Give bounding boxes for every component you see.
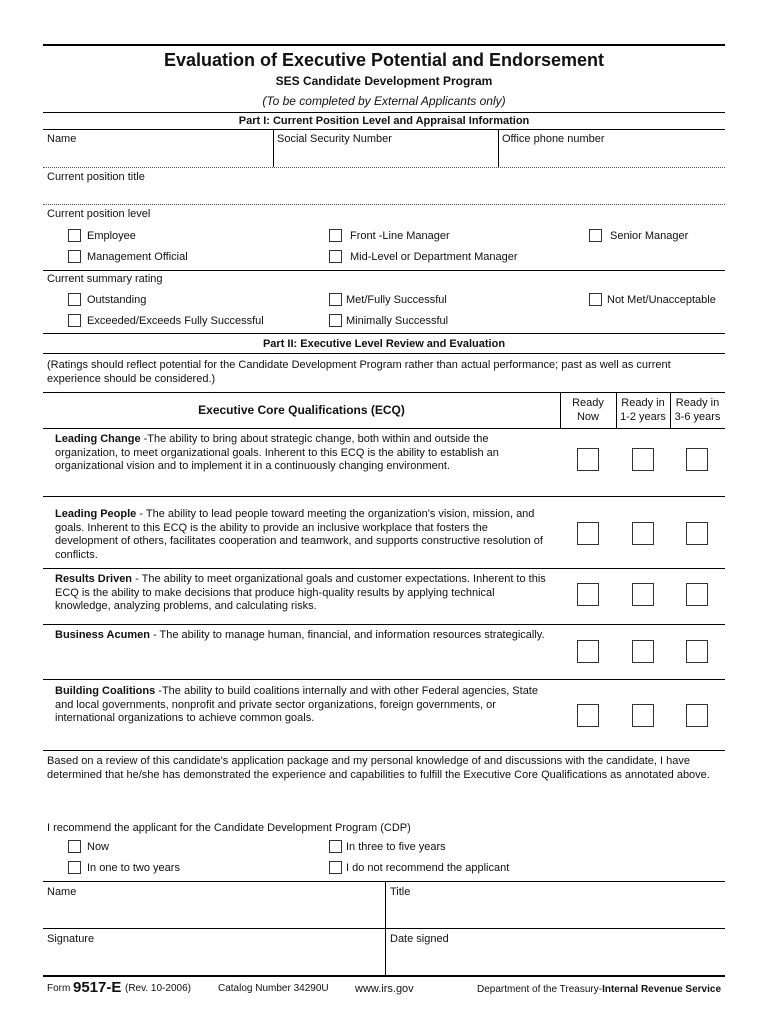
ecq-text: - The ability to lead people toward meeting the organization's vision, mission, and goals. Inherent to this ECQ is the ability to provide an inclusive workplace that fosters the development of others, facilitates cooperation and teamwork, and supports constructive resolution of conflicts.	[55, 508, 543, 561]
mid-level-manager-checkbox[interactable]	[329, 250, 342, 263]
recommend-three-five-checkbox[interactable]	[329, 840, 342, 853]
do-not-recommend-checkbox[interactable]	[329, 861, 342, 874]
ecq-row-business-acumen	[55, 629, 550, 643]
leading-change-ready-36-box[interactable]	[686, 448, 708, 471]
endorsement-statement: Based on a review of this candidate's application package and my personal knowledge of and discussions with the candidate, I have determined that he/she has demonstrated the experience and capabilities to fulfill the Executive Core Qualifications as annotated above.	[47, 755, 710, 781]
leading-change-ready-12-box[interactable]	[632, 448, 654, 471]
recommend-label: I recommend the applicant for the Candidate Development Program (CDP)	[47, 822, 411, 834]
employee-checkbox[interactable]	[68, 229, 81, 242]
phone-label: Office phone number	[502, 133, 605, 145]
ecq-row-leading-change	[55, 433, 550, 474]
position-level-label: Current position level	[47, 208, 151, 220]
ecq-row-results-driven	[55, 573, 550, 614]
catalog-number: Catalog Number 34290U	[218, 983, 329, 994]
recommend-three-five-label: In three to five years	[346, 841, 446, 853]
ecq-text: - The ability to meet organizational goals and customer expectations. Inherent to this ECQ is the ability to make decisions that produce high-quality results by applying technical knowledge, analyzing problems, and calculating risks.	[55, 573, 546, 612]
not-met-label: Not Met/Unacceptable	[607, 294, 716, 306]
results-driven-ready-36-box[interactable]	[686, 583, 708, 606]
mid-level-manager-label: Mid-Level or Department Manager	[350, 251, 518, 263]
form-word: Form	[47, 983, 71, 994]
summary-rating-label: Current summary rating	[47, 273, 163, 285]
results-driven-ready-12-box[interactable]	[632, 583, 654, 606]
exceeded-label: Exceeded/Exceeds Fully Successful	[87, 315, 264, 327]
business-acumen-ready-now-box[interactable]	[577, 640, 599, 663]
front-line-manager-label: Front -Line Manager	[350, 230, 450, 242]
recommend-now-checkbox[interactable]	[68, 840, 81, 853]
management-official-checkbox[interactable]	[68, 250, 81, 263]
recommend-one-two-label: In one to two years	[87, 862, 180, 874]
leading-people-ready-36-box[interactable]	[686, 522, 708, 545]
form-number: 9517-E	[73, 979, 122, 996]
col-ready-36-line2: 3-6 years	[674, 411, 721, 423]
minimally-successful-label: Minimally Successful	[346, 315, 449, 327]
leading-people-ready-12-box[interactable]	[632, 522, 654, 545]
building-coalitions-ready-now-box[interactable]	[577, 704, 599, 727]
department-text	[477, 984, 721, 995]
endorser-title-label: Title	[390, 886, 411, 898]
ecq-title: Leading People	[55, 508, 137, 520]
leading-people-ready-now-box[interactable]	[577, 522, 599, 545]
business-acumen-ready-12-box[interactable]	[632, 640, 654, 663]
endorser-name-label: Name	[47, 886, 77, 898]
building-coalitions-ready-12-box[interactable]	[632, 704, 654, 727]
col-ready-36-line1: Ready in	[675, 397, 720, 409]
business-acumen-ready-36-box[interactable]	[686, 640, 708, 663]
front-line-manager-checkbox[interactable]	[329, 229, 342, 242]
form-note: (To be completed by External Applicants only)	[262, 94, 506, 108]
position-title-label: Current position title	[47, 171, 145, 183]
senior-manager-checkbox[interactable]	[589, 229, 602, 242]
ssn-label: Social Security Number	[277, 133, 392, 145]
ecq-header: Executive Core Qualifications (ECQ)	[198, 403, 405, 417]
website-link[interactable]: www.irs.gov	[355, 983, 414, 995]
recommend-one-two-checkbox[interactable]	[68, 861, 81, 874]
irs-name: Internal Revenue Service	[602, 984, 722, 995]
ecq-text: - The ability to manage human, financial, and information resources strategically.	[149, 629, 545, 641]
met-fully-successful-checkbox[interactable]	[329, 293, 342, 306]
leading-change-ready-now-box[interactable]	[577, 448, 599, 471]
col-ready-now-line1: Ready	[572, 397, 604, 409]
results-driven-ready-now-box[interactable]	[577, 583, 599, 606]
ecq-title: Business Acumen	[55, 629, 150, 641]
met-fully-successful-label: Met/Fully Successful	[346, 294, 447, 306]
not-met-checkbox[interactable]	[589, 293, 602, 306]
part2-instructions: (Ratings should reflect potential for the Candidate Development Program rather than actual performance; past as well as current experience should be considered.)	[47, 359, 671, 385]
col-ready-now-line2: Now	[576, 411, 599, 423]
form-title: Evaluation of Executive Potential and Endorsement	[163, 50, 605, 70]
minimally-successful-checkbox[interactable]	[329, 314, 342, 327]
ecq-text: -The ability to build coalitions internally and with other Federal agencies, State and local governments, nonprofit and private sector organizations, foreign governments, or international organizations to achieve common goals.	[55, 685, 538, 724]
form-subtitle: SES Candidate Development Program	[275, 74, 493, 88]
date-signed-label: Date signed	[390, 933, 449, 945]
recommend-now-label: Now	[87, 841, 110, 853]
col-ready-12-line2: 1-2 years	[620, 411, 666, 423]
ecq-row-building-coalitions	[55, 685, 555, 726]
part2-heading: Part II: Executive Level Review and Evaluation	[262, 338, 506, 350]
top-rule	[43, 44, 725, 46]
do-not-recommend-label: I do not recommend the applicant	[346, 862, 510, 874]
col-ready-12-line1: Ready in	[621, 397, 665, 409]
exceeded-checkbox[interactable]	[68, 314, 81, 327]
ecq-title: Building Coalitions	[55, 685, 156, 697]
outstanding-label: Outstanding	[87, 294, 147, 306]
part1-heading: Part I: Current Position Level and Appraisal Information	[238, 115, 530, 127]
signature-label: Signature	[47, 933, 95, 945]
building-coalitions-ready-36-box[interactable]	[686, 704, 708, 727]
ecq-row-leading-people	[55, 508, 550, 562]
form-revision: (Rev. 10-2006)	[125, 983, 191, 994]
ecq-title: Leading Change	[55, 433, 141, 445]
ecq-title: Results Driven	[55, 573, 133, 585]
name-label: Name	[47, 133, 77, 145]
employee-label: Employee	[87, 230, 136, 242]
outstanding-checkbox[interactable]	[68, 293, 81, 306]
senior-manager-label: Senior Manager	[610, 230, 689, 242]
management-official-label: Management Official	[87, 251, 188, 263]
ecq-text: -The ability to bring about strategic change, both within and outside the organization, to meet organizational goals. Inherent to this ECQ is the ability to establish an organizational vision and to implement it in a continuously changing environment.	[55, 433, 499, 472]
department-name: Department of the Treasury-	[477, 984, 603, 995]
